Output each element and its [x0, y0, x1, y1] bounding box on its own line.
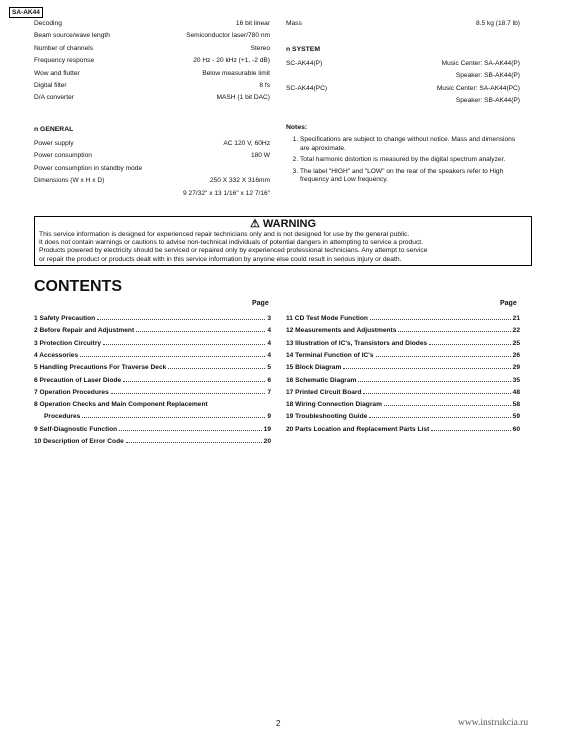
- spec-value: 16 bit linear: [235, 20, 270, 27]
- note-item: 3. The label "HIGH" and "LOW" on the rear of the speakers refer to High frequency and Low frequency.: [300, 168, 520, 185]
- toc-title: 1 Safety Precaution: [34, 315, 96, 322]
- toc-title: Procedures: [44, 413, 81, 421]
- system-label: SC-AK44(PC): [286, 84, 328, 92]
- toc-title: 3 Protection Circuitry: [34, 339, 102, 347]
- page-number: 2: [276, 719, 281, 728]
- spec-value: 20 Hz - 20 kHz (+1, -2 dB): [193, 57, 270, 65]
- toc-item: [34, 389, 271, 396]
- toc-title: 18 Wiring Connection Diagram: [286, 401, 382, 409]
- spec-value: MASH (1 bit DAC): [216, 94, 270, 102]
- general-value: 9 27/32" x 13 1/16" x 12 7/16": [183, 189, 270, 197]
- toc-page: 25: [512, 339, 520, 347]
- toc-page: 9: [267, 413, 271, 421]
- page-label-left: Page: [252, 300, 269, 307]
- toc-title: 9 Self-Diagnostic Function: [34, 425, 118, 433]
- toc-dots: [363, 393, 510, 394]
- toc-page: 26: [512, 351, 520, 359]
- toc-dots: [136, 331, 265, 332]
- contents-title: CONTENTS: [34, 278, 122, 295]
- toc-item: [286, 389, 520, 396]
- page-label-right: Page: [500, 300, 517, 307]
- note-item: 2. Total harmonic distortion is measured by the digital spectrum analyzer.: [300, 156, 520, 165]
- spec-label: Frequency response: [34, 57, 95, 65]
- toc-item: [286, 413, 520, 420]
- spec-value: 8 fs: [259, 82, 270, 89]
- toc-item: [34, 340, 271, 347]
- toc-dots: [429, 344, 510, 345]
- toc-title: 19 Troubleshooting Guide: [286, 413, 368, 421]
- toc-title: 8 Operation Checks and Main Component Replacement: [34, 401, 208, 409]
- toc-item: [34, 401, 271, 408]
- toc-page: 48: [512, 388, 520, 396]
- toc-title: 10 Description of Error Code: [34, 438, 124, 445]
- general-value: 180 W: [250, 152, 270, 160]
- toc-title: 16 Schematic Diagram: [286, 376, 357, 384]
- spec-label: Digital filter: [34, 82, 67, 89]
- watermark: www.instrukcia.ru: [458, 718, 529, 728]
- warning-line: It does not contain warnings or cautions to advise non-technical individuals of potential dangers in attempting to service a product.: [39, 239, 424, 247]
- general-label: Power supply: [34, 140, 74, 147]
- toc-item: [34, 377, 271, 384]
- system-value: Speaker: SB-AK44(P): [455, 97, 520, 105]
- toc-item: [286, 340, 520, 347]
- toc-dots: [111, 393, 266, 394]
- mass-value: 8.5 kg (18.7 lb): [476, 20, 520, 27]
- toc-item: [34, 438, 271, 445]
- warning-line: or repair the product or products dealt with in this service information by anyone else could result in serious injury or death.: [39, 255, 402, 263]
- toc-page: 35: [512, 376, 520, 384]
- spec-label: Beam source/wave length: [34, 32, 110, 40]
- toc-item: [286, 426, 520, 433]
- specs-right: [286, 18, 520, 208]
- toc-item: [34, 426, 271, 433]
- toc-page: 4: [267, 339, 271, 347]
- toc-item: [286, 364, 520, 371]
- system-label: SC-AK44(P): [286, 60, 323, 67]
- notes-list: [286, 136, 520, 188]
- toc-page: 59: [512, 413, 520, 421]
- spec-label: Number of channels: [34, 44, 94, 52]
- toc-item: [34, 364, 271, 371]
- toc-title: 14 Terminal Function of IC's: [286, 351, 374, 359]
- toc-page: 19: [263, 425, 271, 433]
- spec-value: Stereo: [250, 44, 270, 52]
- general-label: Dimensions (W x H x D): [34, 177, 105, 185]
- toc-dots: [168, 368, 265, 369]
- toc-page: 22: [512, 327, 520, 335]
- toc-dots: [119, 430, 261, 431]
- toc-page: 3: [267, 315, 271, 322]
- warning-box: [34, 216, 532, 266]
- toc-page: 20: [263, 438, 271, 445]
- toc-item: [34, 327, 271, 334]
- spec-label: Wow and flutter: [34, 69, 80, 77]
- toc-page: 29: [512, 364, 520, 372]
- toc-dots: [398, 331, 510, 332]
- toc-page: 4: [267, 351, 271, 359]
- mass-label: Mass: [286, 20, 302, 27]
- toc-title: 6 Precaution of Laser Diode: [34, 376, 122, 384]
- toc-title: 4 Accessories: [34, 351, 79, 359]
- general-heading: n GENERAL: [34, 126, 74, 133]
- toc-page: 21: [512, 315, 520, 322]
- warning-text: [35, 231, 531, 264]
- toc-title: 12 Measurements and Adjustments: [286, 327, 397, 335]
- notes-heading: Notes:: [286, 124, 308, 131]
- system-value: Music Center: SA-AK44(PC): [436, 84, 520, 92]
- toc-page: 58: [512, 401, 520, 409]
- toc-title: 11 CD Test Mode Function: [286, 315, 368, 322]
- toc-dots: [369, 417, 510, 418]
- toc-dots: [431, 430, 510, 431]
- toc-title: 17 Printed Circuit Board: [286, 388, 362, 396]
- general-value: AC 120 V, 60Hz: [223, 140, 270, 147]
- toc-page: 6: [267, 376, 271, 384]
- general-value: 250 X 332 X 316mm: [209, 177, 270, 185]
- model-tag: SA-AK44: [9, 7, 43, 18]
- toc-dots: [80, 356, 265, 357]
- spec-value: Below measurable limit: [202, 69, 270, 77]
- toc-page: 5: [267, 364, 271, 372]
- toc-dots: [82, 417, 265, 418]
- toc-page: 4: [267, 327, 271, 335]
- toc-dots: [123, 381, 265, 382]
- toc-title: 13 Illustration of IC's, Transistors and Diodes: [286, 339, 428, 347]
- spec-label: Decoding: [34, 20, 62, 27]
- toc-item: [286, 315, 520, 322]
- warning-title: ⚠ WARNING: [249, 218, 317, 230]
- toc-item: [286, 327, 520, 334]
- toc-right: [286, 315, 520, 455]
- toc-dots: [370, 319, 511, 320]
- toc-dots: [376, 356, 511, 357]
- toc-title: 2 Before Repair and Adjustment: [34, 327, 135, 335]
- toc-item: [286, 401, 520, 408]
- system-value: Speaker: SB-AK44(P): [455, 72, 520, 80]
- toc-item: [44, 413, 271, 420]
- toc-item: [286, 377, 520, 384]
- toc-title: 15 Block Diagram: [286, 364, 342, 372]
- warning-line: Products powered by electricity should be serviced or repaired only by experienced professional technicians. Any attempt to service: [39, 247, 428, 255]
- toc-title: 7 Operation Procedures: [34, 388, 109, 396]
- toc-item: [34, 315, 271, 322]
- spec-value: Semiconductor laser/780 nm: [186, 32, 270, 40]
- note-item: 1. Specifications are subject to change without notice. Mass and dimensions are aproximate.: [300, 136, 520, 153]
- toc-dots: [384, 405, 511, 406]
- toc-dots: [126, 442, 262, 443]
- toc-dots: [103, 344, 265, 345]
- toc-left: [34, 315, 271, 455]
- general-label: Power consumption: [34, 152, 92, 160]
- toc-dots: [97, 319, 265, 320]
- general-label: Power consumption in standby mode: [34, 164, 143, 172]
- toc-title: 20 Parts Location and Replacement Parts List: [286, 425, 430, 433]
- toc-page: 60: [512, 425, 520, 433]
- toc-page: 7: [267, 388, 271, 396]
- system-heading: n SYSTEM: [286, 46, 320, 53]
- toc-title: 5 Handling Precautions For Traverse Deck: [34, 364, 167, 372]
- specs-left: [34, 18, 270, 208]
- toc-item: [34, 352, 271, 359]
- toc-dots: [343, 368, 510, 369]
- toc-item: [286, 352, 520, 359]
- system-value: Music Center: SA-AK44(P): [441, 60, 520, 67]
- toc-dots: [358, 381, 510, 382]
- spec-label: D/A converter: [34, 94, 74, 102]
- warning-line: This service information is designed for experienced repair technicians only and is not designed for use by the general public.: [39, 231, 410, 238]
